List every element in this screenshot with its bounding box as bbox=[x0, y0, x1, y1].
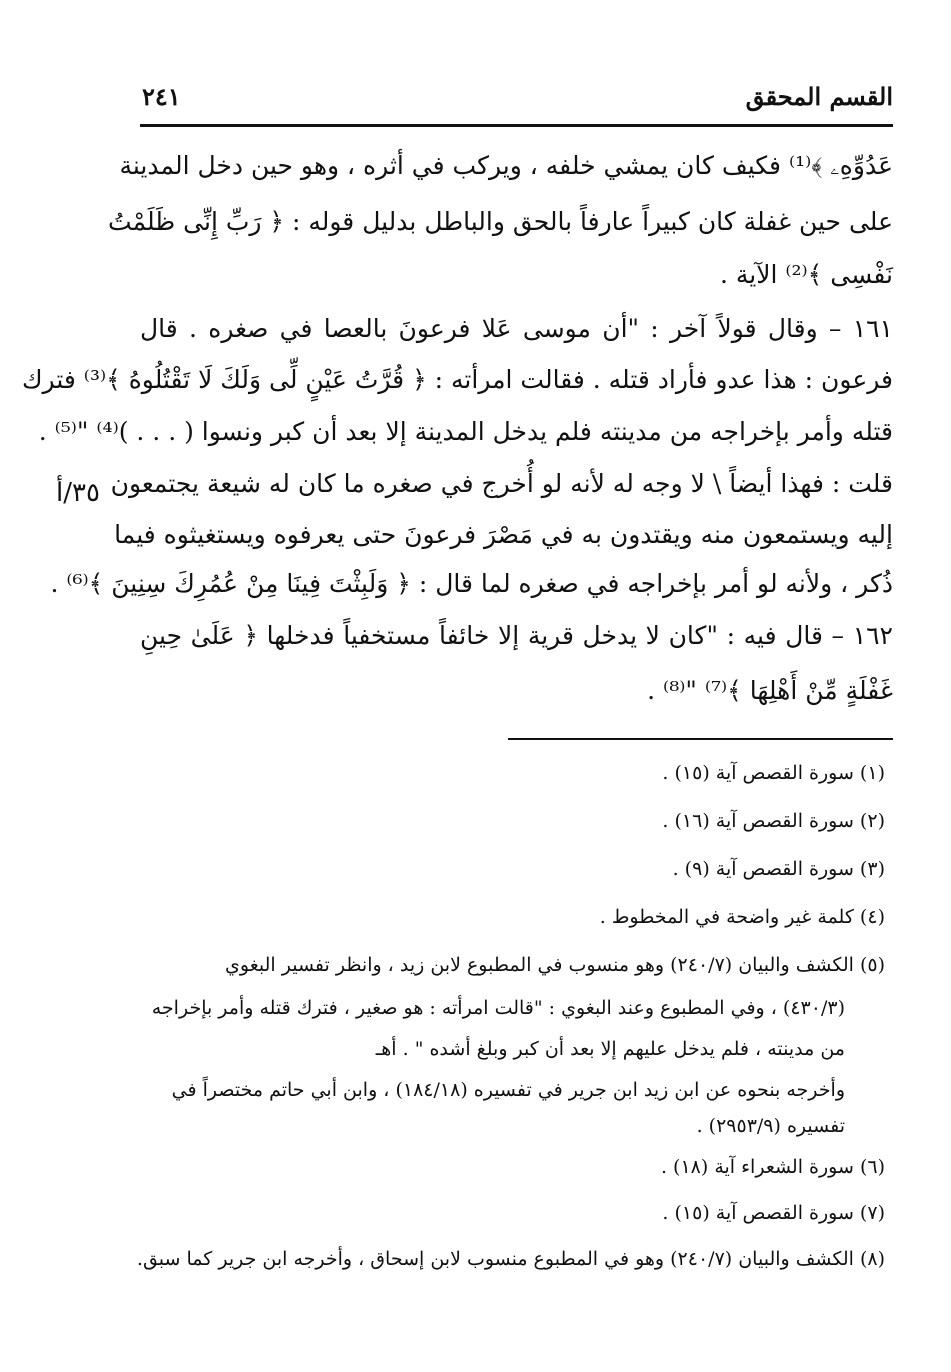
footnote: (٦) سورة الشعراء آية (١٨) . bbox=[660, 1156, 885, 1178]
text-line: قتله وأمر بإخراجه من مدينته فلم يدخل المدينة إلا بعد أن كبر ونسوا ( . . . )⁽⁴⁾ "⁽⁵⁾ . bbox=[38, 417, 893, 446]
text-line: ذُكر ، ولأنه لو أمر بإخراجه في صغره لما قال : ﴿ وَلَبِثْتَ فِينَا مِنْ عُمُرِكَ سِنِينَ ﴾⁽⁶⁾ . bbox=[50, 569, 893, 598]
text-line: ١٦٢ – قال فيه : "كان لا يدخل قرية إلا خائفاً مستخفياً فدخلها ﴿ عَلَىٰ حِينِ bbox=[140, 621, 893, 650]
text-line: فرعون : هذا عدو فأراد قتله . فقالت امرأته : ﴿ قُرَّتُ عَيْنٍ لِّى وَلَكَ لَا تَقْتُلُوهُ ﴾⁽³⁾ فترك bbox=[21, 365, 893, 394]
footnote-continuation: (٤٣٠/٣) ، وفي المطبوع وعند البغوي : "قالت امرأته : هو صغير ، فترك قتله وأمر بإخراجه bbox=[151, 997, 845, 1019]
text-line: قلت : فهذا أيضاً \ لا وجه له لأنه لو أُخرج في صغره ما كان له شيعة يجتمعون bbox=[110, 469, 893, 498]
text-line: غَفْلَةٍ مِّنْ أَهْلِهَا ﴾⁽⁷⁾ "⁽⁸⁾ . bbox=[647, 676, 893, 705]
footnote: (٥) الكشف والبيان (٢٤٠/٧) وهو منسوب في المطبوع لابن زيد ، وانظر تفسير البغوي bbox=[225, 954, 885, 976]
page-number: ٢٤١ bbox=[142, 82, 181, 111]
footnote: (٢) سورة القصص آية (١٦) . bbox=[662, 810, 885, 832]
text-line: إليه ويستمعون منه ويقتدون به في مَصْرَ فرعونَ حتى يعرفوه ويستغيثوه فيما bbox=[114, 520, 893, 549]
header-divider bbox=[140, 124, 893, 127]
footnote: (٣) سورة القصص آية (٩) . bbox=[672, 858, 885, 880]
footnote-continuation: من مدينته ، فلم يدخل عليهم إلا بعد أن كبر وبلغ أشده " . أهـ bbox=[375, 1038, 845, 1060]
footnote: (٧) سورة القصص آية (١٥) . bbox=[662, 1202, 885, 1224]
footnote-continuation: وأخرجه بنحوه عن ابن زيد ابن جرير في تفسيره (١٨٤/١٨) ، وابن أبي حاتم مختصراً في bbox=[171, 1079, 845, 1101]
footnote: (١) سورة القصص آية (١٥) . bbox=[662, 762, 885, 784]
running-head-title: القسم المحقق bbox=[745, 82, 893, 111]
text-line: على حين غفلة كان كبيراً عارفاً بالحق والباطل بدليل قوله : ﴿ رَبِّ إِنِّى ظَلَمْتُ bbox=[108, 207, 893, 236]
text-line: عَدُوِّهِۦ ﴾⁽¹⁾ فكيف كان يمشي خلفه ، ويركب في أثره ، وهو حين دخل المدينة bbox=[119, 151, 893, 180]
text-line: ١٦١ – وقال قولاً آخر : "أن موسى عَلا فرعونَ بالعصا في صغره . قال bbox=[140, 314, 893, 343]
footnote: (٤) كلمة غير واضحة في المخطوط . bbox=[599, 906, 885, 928]
manuscript-folio-marker: ٣٥/أ bbox=[56, 478, 100, 508]
footnote: (٨) الكشف والبيان (٢٤٠/٧) وهو في المطبوع منسوب لابن إسحاق ، وأخرجه ابن جرير كما سبق. bbox=[136, 1248, 885, 1270]
footnote-continuation: تفسيره (٢٩٥٣/٩) . bbox=[696, 1115, 845, 1137]
footnote-divider bbox=[508, 738, 893, 740]
text-line: نَفْسِى ﴾⁽²⁾ الآية . bbox=[719, 260, 893, 289]
